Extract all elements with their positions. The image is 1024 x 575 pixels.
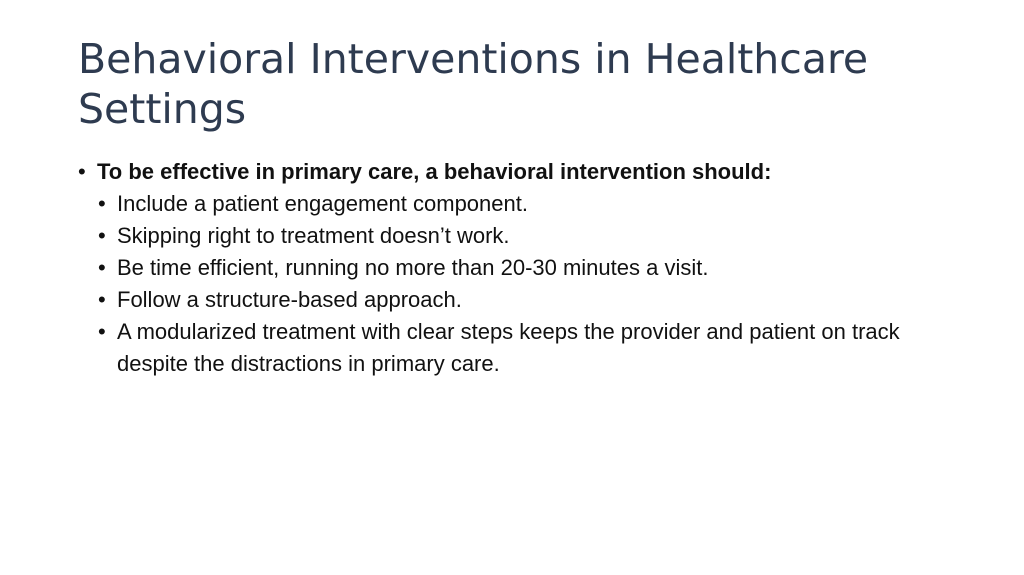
sub-bullet-text: A modularized treatment with clear steps keeps the provider and patient on track despite the distractions in primary care. xyxy=(117,319,900,376)
sub-bullet-point xyxy=(78,252,958,284)
bullet-icon: • xyxy=(98,223,106,248)
bullet-icon: • xyxy=(98,287,106,312)
sub-bullet-text: Be time efficient, running no more than 20-30 minutes a visit. xyxy=(117,255,709,280)
main-bullet-point xyxy=(78,156,958,188)
bullet-icon: • xyxy=(98,255,106,280)
slide-title: Behavioral Interventions in Healthcare Settings xyxy=(78,35,869,133)
bullet-list xyxy=(78,156,958,380)
sub-bullet-point xyxy=(78,284,958,316)
bullet-icon: • xyxy=(98,191,106,216)
bullet-icon: • xyxy=(78,159,86,184)
sub-bullet-point xyxy=(78,188,958,220)
sub-bullet-text: Skipping right to treatment doesn’t work. xyxy=(117,223,510,248)
sub-bullet-text: Include a patient engagement component. xyxy=(117,191,528,216)
sub-bullet-point xyxy=(78,220,958,252)
sub-bullet-text: Follow a structure-based approach. xyxy=(117,287,462,312)
sub-bullet-point xyxy=(78,316,958,380)
bullet-icon: • xyxy=(98,319,106,344)
main-bullet-text: To be effective in primary care, a behavioral intervention should: xyxy=(97,159,772,184)
